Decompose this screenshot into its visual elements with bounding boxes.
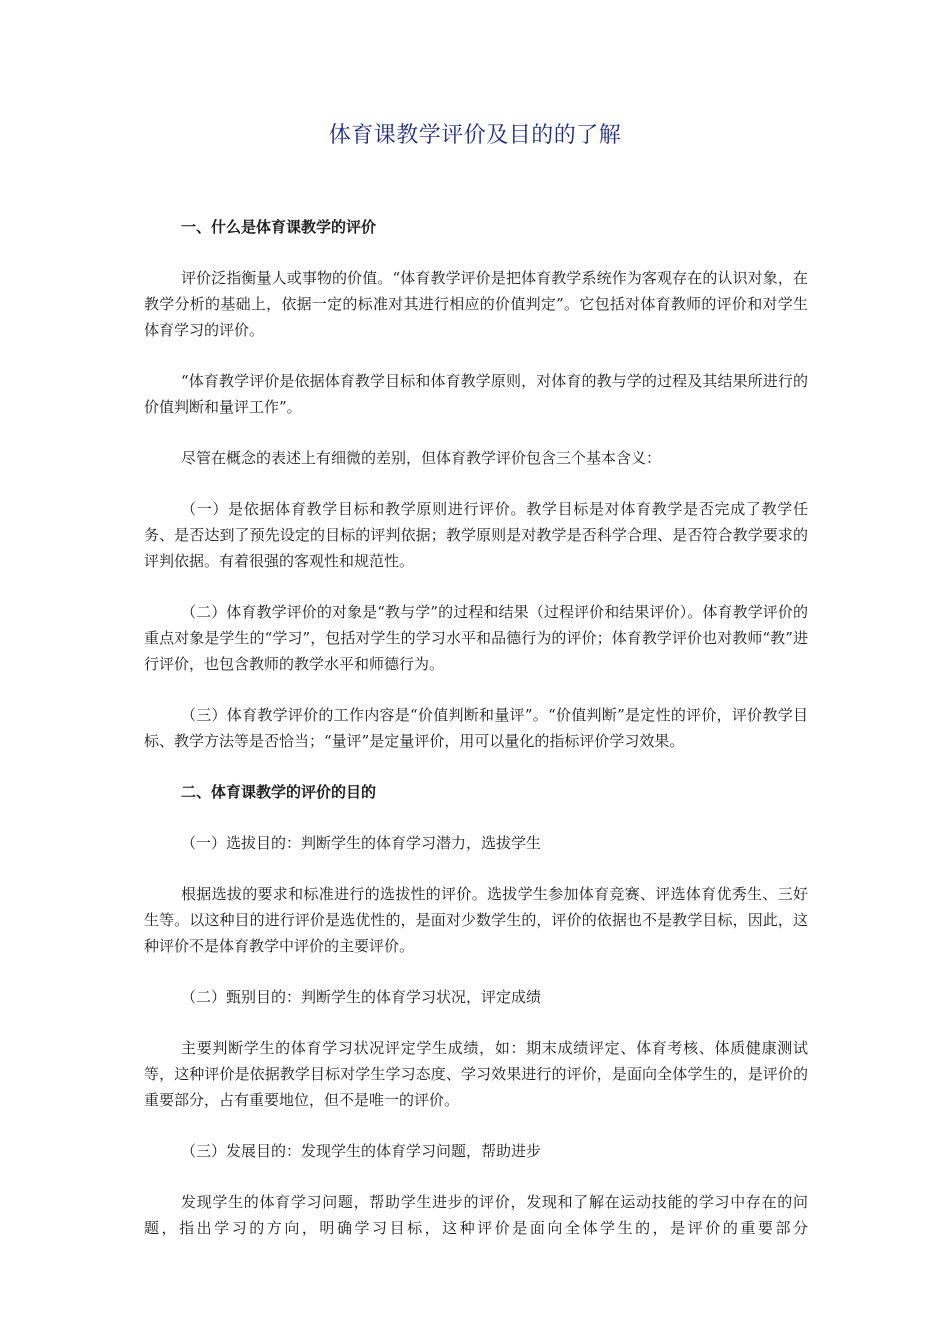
paragraph: （三）体育教学评价的工作内容是“价值判断和量评”。“价值判断”是定性的评价，评价教学目标、教学方法等是否恰当；“量评”是定量评价，用可以量化的指标评价学习效果。 <box>144 706 808 750</box>
paragraph: （二）体育教学评价的对象是“教与学”的过程和结果（过程评价和结果评价）。体育教学评价的重点对象是学生的“学习”，包括对学生的学习水平和品德行为的评价；体育教学评价也对教师“教”进行评价，也包含教师的教学水平和师德行为。 <box>144 603 808 673</box>
paragraph: 尽管在概念的表述上有细微的差别，但体育教学评价包含三个基本含义： <box>181 449 662 467</box>
paragraph: “体育教学评价是依据体育教学目标和体育教学原则，对体育的教与学的过程及其结果所进行的价值判断和量评工作”。 <box>144 372 808 416</box>
subheading-development: （三）发展目的：发现学生的体育学习问题，帮助进步 <box>181 1142 542 1160</box>
document-body <box>144 214 808 1266</box>
paragraph: 主要判断学生的体育学习状况评定学生成绩，如：期末成绩评定、体育考核、体质健康测试等，这种评价是依据教学目标对学生学习态度、学习效果进行的评价，是面向全体学生的，是评价的重要部分，占有重要地位，但不是唯一的评价。 <box>144 1039 808 1109</box>
section-heading-2: 二、体育课教学的评价的目的 <box>181 783 377 801</box>
paragraph: （一）是依据体育教学目标和教学原则进行评价。教学目标是对体育教学是否完成了教学任务、是否达到了预先设定的目标的评判依据；教学原则是对教学是否科学合理、是否符合教学要求的评判依据。有着很强的客观性和规范性。 <box>144 500 808 570</box>
paragraph: 发现学生的体育学习问题，帮助学生进步的评价，发现和了解在运动技能的学习中存在的问题，指出学习的方向，明确学习目标，这种评价是面向全体学生的，是评价的重要部分 <box>144 1193 808 1237</box>
document-title: 体育课教学评价及目的的了解 <box>328 123 622 148</box>
paragraph: 评价泛指衡量人或事物的价值。“体育教学评价是把体育教学系统作为客观存在的认识对象，在教学分析的基础上，依据一定的标准对其进行相应的价值判定”。它包括对体育教师的评价和对学生体育学习的评价。 <box>144 269 808 339</box>
section-heading-1: 一、什么是体育课教学的评价 <box>181 218 377 236</box>
subheading-selection: （一）选拔目的：判断学生的体育学习潜力，选拔学生 <box>181 834 542 852</box>
paragraph: 根据选拔的要求和标准进行的选拔性的评价。选拔学生参加体育竞赛、评选体育优秀生、三好生等。以这种目的进行评价是选优性的，是面对少数学生的，评价的依据也不是教学目标，因此，这种评价不是体育教学中评价的主要评价。 <box>144 885 808 955</box>
subheading-screening: （二）甄别目的：判断学生的体育学习状况，评定成绩 <box>181 988 542 1006</box>
